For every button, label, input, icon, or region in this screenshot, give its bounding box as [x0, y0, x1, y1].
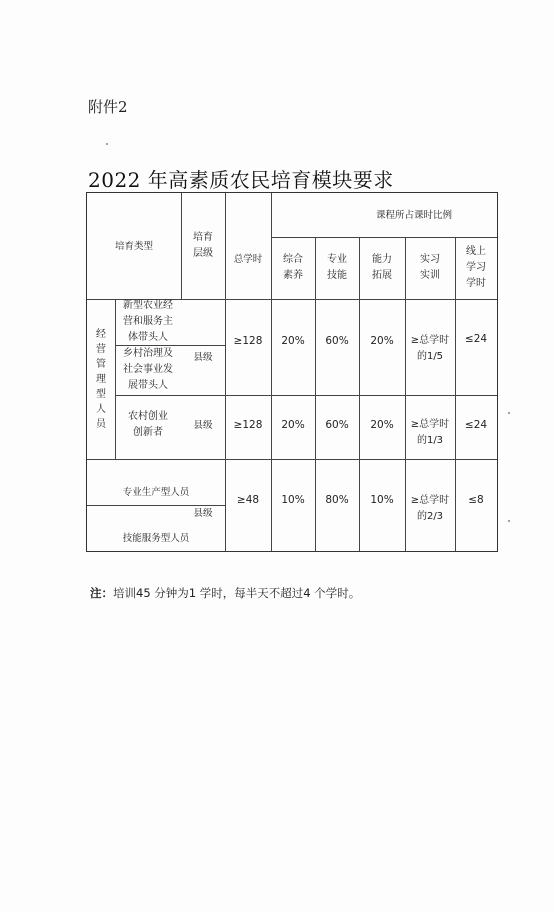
type-skilled-service: 技能服务型人员: [122, 533, 190, 544]
r3-professional: 80%: [325, 494, 349, 506]
r1-practice: ≥总学时 的1/5: [410, 335, 450, 362]
type-rural-entrepreneur: 农村创业 创新者: [128, 411, 168, 438]
type-professional-production: 专业生产型人员: [122, 487, 190, 498]
r1-total: ≥128: [233, 334, 263, 347]
r1-professional: 60%: [325, 334, 349, 347]
header-professional: 专业 技能: [327, 254, 347, 281]
requirements-table: [86, 192, 498, 552]
footnote-text: 培训45 分钟为1 学时，每半天不超过4 个学时。: [113, 586, 361, 600]
attachment-label: 附件2: [88, 98, 128, 116]
r2-online: ≤24: [464, 419, 488, 431]
r3-comprehensive: 10%: [281, 494, 305, 506]
group-label-management: 经 营 管 理 型 人 员: [96, 328, 106, 430]
r1-capacity: 20%: [370, 334, 394, 347]
r3-level: 县级: [193, 507, 213, 519]
r2-practice: ≥总学时 的1/3: [410, 419, 450, 446]
header-total-hours: 总学时: [233, 254, 263, 265]
header-type: 培育类型: [114, 240, 153, 252]
r3-online: ≤8: [468, 494, 484, 506]
document-title: 2022 年高素质农民培育模块要求: [88, 168, 394, 192]
scan-speck: [508, 520, 510, 522]
r3-total: ≥48: [236, 494, 260, 506]
scan-speck: [106, 143, 108, 145]
header-practice: 实习 实训: [420, 254, 440, 281]
r2-capacity: 20%: [370, 419, 394, 431]
header-online: 线上 学习 学时: [466, 246, 486, 289]
r3-capacity: 10%: [370, 494, 394, 506]
r2-level: 县级: [193, 420, 213, 431]
r1-level: 县级: [193, 351, 213, 363]
type-new-agri-leader: 新型农业经 营和服务主 体带头人: [123, 300, 173, 343]
footnote: [90, 585, 360, 601]
header-ratio-group: 课程所占课时比例: [375, 210, 452, 221]
header-level: 培育 层级: [193, 232, 213, 259]
r2-professional: 60%: [325, 419, 349, 431]
r1-online: ≤24: [464, 332, 488, 345]
scan-speck: [508, 412, 510, 414]
header-comprehensive: 综合 素养: [283, 254, 303, 281]
r3-practice: ≥总学时 的2/3: [410, 495, 450, 522]
header-capacity: 能力 拓展: [372, 254, 392, 281]
r1-comprehensive: 20%: [281, 334, 305, 347]
r2-comprehensive: 20%: [281, 419, 305, 431]
type-rural-governance-leader: 乡村治理及 社会事业发 展带头人: [123, 348, 173, 391]
r2-total: ≥128: [233, 419, 263, 431]
footnote-prefix: 注：: [90, 586, 113, 600]
